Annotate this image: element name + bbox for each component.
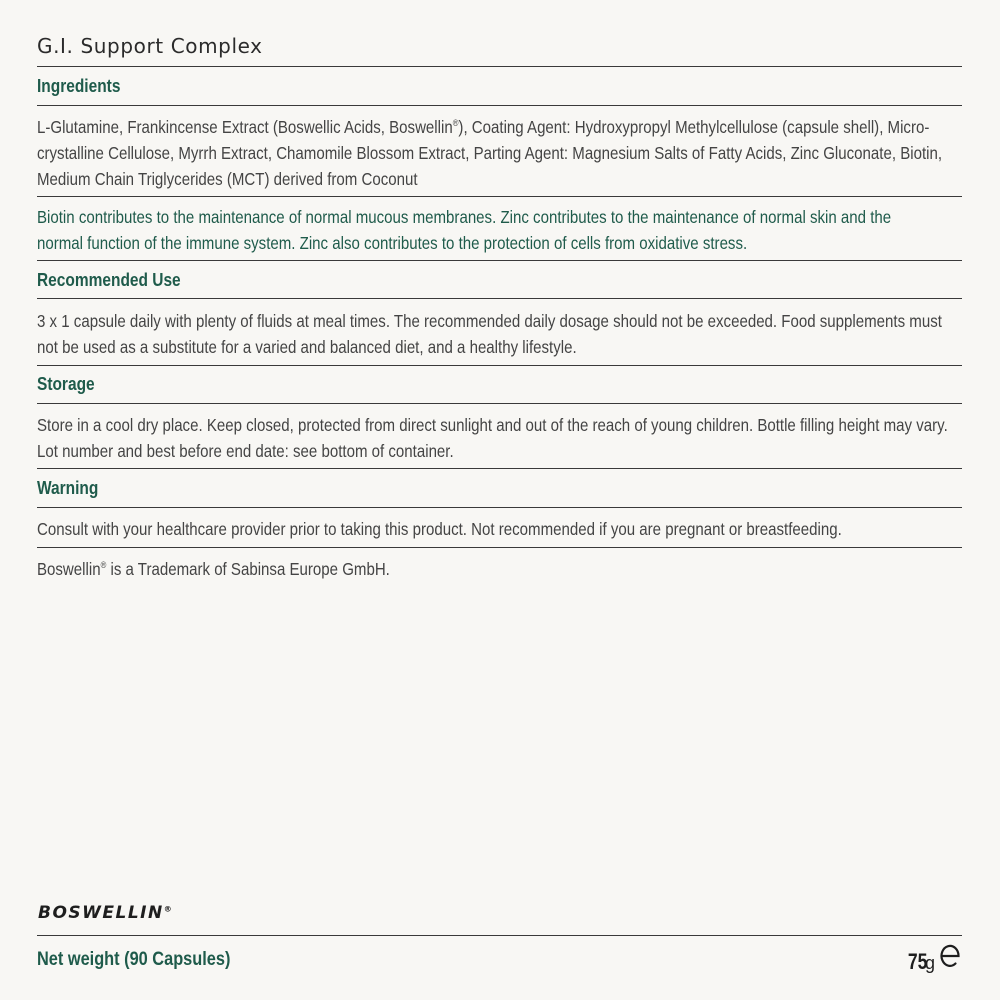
divider [37,365,962,366]
divider [37,547,962,548]
warning-heading: Warning [37,478,99,498]
storage-text [37,412,962,464]
divider [37,403,962,404]
divider [37,468,962,469]
health-claim-line: normal function of the immune system. Zinc also contributes to the protection of cells from oxidative stress. [37,233,748,253]
health-claim-line: Biotin contributes to the maintenance of normal mucous membranes. Zinc contributes to the maintenance of normal skin and the [37,207,892,227]
ingredients-line: crystalline Cellulose, Myrrh Extract, Chamomile Blossom Extract, Parting Agent: Magnesium Salts of Fatty Acids, Zinc Gluconate, Biotin, [37,143,943,163]
recommended-use-line: not be used as a substitute for a varied and balanced diet, and a healthy lifestyle. [37,337,577,357]
divider [37,298,962,299]
boswellin-logo: BOSWELLIN® [38,903,174,923]
ingredients-text [37,114,962,192]
registered-mark: ® [163,904,174,914]
net-weight-label: Net weight (90 Capsules) [37,949,231,970]
registered-mark: ® [100,560,107,571]
storage-line: Store in a cool dry place. Keep closed, protected from direct sunlight and out of the reach of young children. Bottle filling height may vary. [37,415,948,435]
divider [37,105,962,106]
net-weight-unit: g [924,953,935,973]
divider [37,260,962,261]
trademark-rest: is a Trademark of Sabinsa Europe GmbH. [106,559,390,579]
registered-mark: ® [452,118,459,129]
product-label [37,0,962,1000]
warning-text [37,516,962,542]
ingredients-heading: Ingredients [37,76,121,96]
ingredients-line: L-Glutamine, Frankincense Extract (Boswellic Acids, Boswellin®), Coating Agent: Hydroxypropyl Methylcellulose (capsule shell), Micro- [37,117,930,137]
recommended-use-line: 3 x 1 capsule daily with plenty of fluids at meal times. The recommended daily dosage should not be exceeded. Food supplements must [37,311,942,331]
recommended-use-text [37,308,962,360]
recommended-use-heading: Recommended Use [37,270,181,290]
product-title: G.I. Support Complex [37,34,263,58]
divider [37,66,962,67]
net-weight-value [903,943,963,975]
health-claims [37,204,962,256]
storage-heading: Storage [37,374,95,394]
warning-line: Consult with your healthcare provider prior to taking this product. Not recommended if you are pregnant or breastfeeding. [37,519,842,539]
estimated-sign-icon [938,943,962,969]
divider [37,507,962,508]
storage-line: Lot number and best before end date: see bottom of container. [37,441,454,461]
divider [37,935,962,936]
trademark-brand: Boswellin [37,559,101,579]
trademark-note [37,556,962,582]
divider [37,196,962,197]
net-weight-quantity: 75 [907,949,927,974]
ingredients-line: Medium Chain Triglycerides (MCT) derived from Coconut [37,169,418,189]
